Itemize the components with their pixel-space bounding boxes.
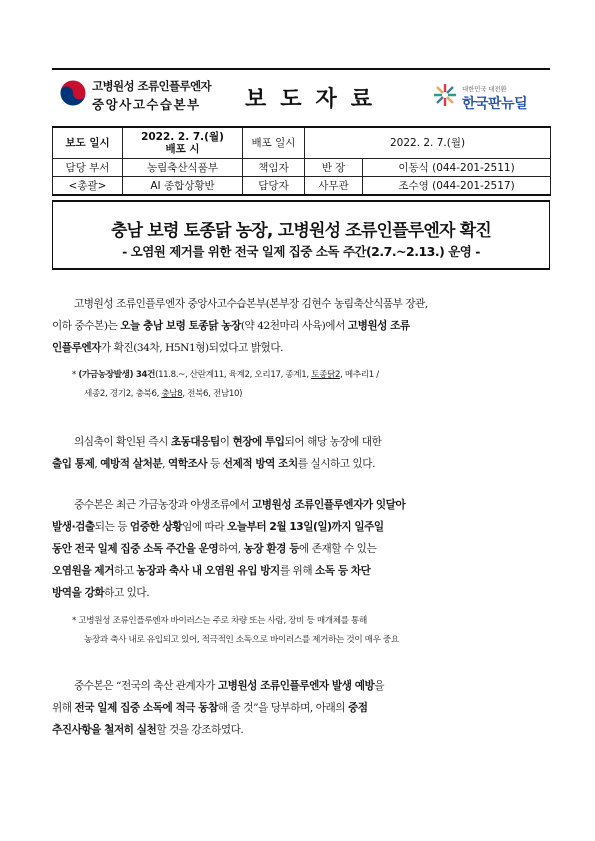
paragraph-line: 발생·검출되는 등 엄중한 상황임에 따라 오늘부터 2월 13일(일)까지 일주일: [52, 521, 384, 533]
footnote-virus-info-line2: 농장과 축사 내로 유입되고 있어, 적극적인 소독으로 바이러스를 제거하는 것이 매우 중요: [84, 635, 399, 645]
paragraph-line: 추진사항을 철저히 실천할 것을 강조하였다.: [52, 724, 244, 736]
release-date: 2022. 2. 7.(월): [141, 131, 224, 143]
paragraph-line: 오염원을 제거하고 농장과 축사 내 오염원 유입 방지를 위해 소독 등 차단: [52, 565, 371, 577]
paragraph-line: 위해 전국 일제 집중 소독에 적극 동참해 줄 것”을 당부하며, 아래의 중점: [52, 702, 368, 714]
paragraph-line: 중수본은 “전국의 축산 관계자가 고병원성 조류인플루엔자 발생 예방을: [74, 680, 385, 692]
subheadline: - 오염원 제거를 위한 전국 일제 집중 소독 주간(2.7.~2.13.) 운영 -: [122, 244, 480, 259]
contact-title: 사무관: [305, 177, 363, 196]
paragraph-line: 고병원성 조류인플루엔자 중앙사고수습본부(본부장 김현수 농림축산식품부 장관,: [74, 298, 428, 310]
paragraph-line: 의심축이 확인된 즉시 초동대응팀이 현장에 투입되어 해당 농장에 대한: [74, 436, 382, 448]
paragraph-line: 인플루엔자가 확진(34차, H5N1형)되었다고 밝혔다.: [52, 342, 284, 354]
new-deal-logo-icon: [432, 82, 458, 108]
headline-box: [52, 200, 550, 270]
press-release-header: [52, 68, 550, 124]
distribution-time-value: 2022. 2. 7.(월): [305, 127, 551, 159]
header-top-rule: [52, 68, 550, 70]
department-value: 농림축산식품부: [123, 159, 243, 177]
taegeuk-emblem-icon: [58, 78, 88, 108]
distribution-time-label: 배포 일시: [243, 127, 305, 159]
paragraph-line: 동안 전국 일제 집중 소독 주간을 운영하여, 농장 환경 등에 존재할 수 있는: [52, 543, 377, 555]
footnote-outbreak-stats-line2: 세종2, 경기2, 충북6, 충남8, 전북6, 전남10): [84, 389, 243, 399]
manager-label: 책임자: [243, 159, 305, 177]
contact-info: 조수영 (044-201-2517): [363, 177, 551, 196]
department-group: <총괄>: [53, 177, 123, 196]
footnote-virus-info: * 고병원성 조류인플루엔자 바이러스는 주로 차량 또는 사람, 장비 등 매개체를 통해: [72, 616, 367, 626]
paragraph-line: 방역을 강화하고 있다.: [52, 587, 150, 599]
paragraph-line: 중수본은 최근 가금농장과 야생조류에서 고병원성 조류인플루엔자가 잇달아: [74, 499, 406, 511]
department-label: 담당 부서: [53, 159, 123, 177]
footnote-outbreak-stats: * (가금농장발생) 34건(11.8.~, 산란계11, 육계2, 오리17, 종계1, 토종닭2, 메추리1 /: [72, 370, 379, 380]
press-release-title: 보도자료: [245, 87, 387, 112]
logo-wordmark: 한국판뉴딜: [462, 96, 528, 112]
paragraph-line: 이하 중수본)는 오늘 충남 보령 토종닭 농장(약 42천마리 사육)에서 고병원성 조류: [52, 320, 410, 332]
org-name-line1: 고병원성 조류인플루엔자: [92, 79, 212, 93]
release-time-label: 보도 일시: [53, 127, 123, 159]
release-info-table: [52, 126, 551, 196]
headline: 충남 보령 토종닭 농장, 고병원성 조류인플루엔자 확진: [110, 221, 492, 241]
org-name-line2: 중앙사고수습본부: [92, 97, 201, 112]
release-time-value: [123, 127, 243, 159]
paragraph-line: 출입 통제, 예방적 살처분, 역학조사 등 선제적 방역 조치를 실시하고 있다.: [52, 458, 375, 470]
logo-tagline: 대한민국 대전환: [462, 85, 507, 93]
department-team: AI 종합상황반: [123, 177, 243, 196]
contact-label: 담당자: [243, 177, 305, 196]
manager-contact: 이동식 (044-201-2511): [363, 159, 551, 177]
release-time-note: 배포 시: [165, 143, 200, 155]
manager-title: 반 장: [305, 159, 363, 177]
